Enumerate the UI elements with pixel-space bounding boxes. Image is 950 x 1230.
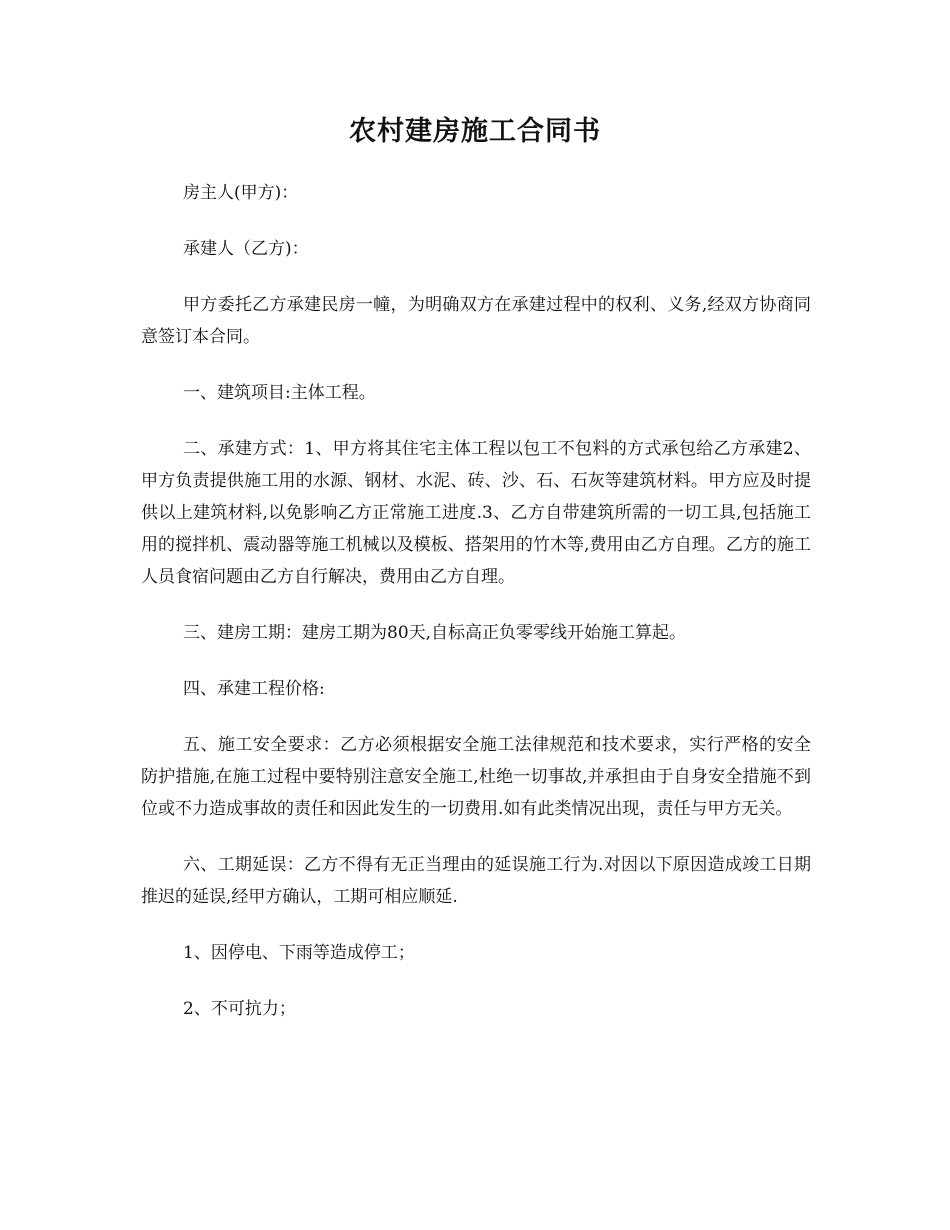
delay-item-1: 1、因停电、下雨等造成停工； <box>183 943 415 963</box>
delay-item-2: 2、不可抗力； <box>183 999 296 1019</box>
clause-4-price: 四、承建工程价格: <box>183 679 325 699</box>
clause-2-method: 二、承建方式：1、甲方将其住宅主体工程以包工不包料的方式承包给乙方承建2、甲方负责提供施工用的水源、钢材、水泥、砖、沙、石、石灰等建筑材料。甲方应及时提供以上建筑材料,以免影响乙方正常施工进度.3、乙方自带建筑所需的一切工具,包括施工用的搅拌机、震动器等施工机械以及模板、搭架用的竹木等,费用由乙方自理。乙方的施工人员食宿问题由乙方自行解决，费用由乙方自理。 <box>141 439 811 587</box>
document-title: 农村建房施工合同书 <box>349 116 601 147</box>
intro-paragraph: 甲方委托乙方承建民房一幢，为明确双方在承建过程中的权利、义务,经双方协商同意签订本合同。 <box>141 295 811 347</box>
clause-5-safety: 五、施工安全要求：乙方必须根据安全施工法律规范和技术要求，实行严格的安全防护措施,在施工过程中要特别注意安全施工,杜绝一切事故,并承担由于自身安全措施不到位或不力造成事故的责任和因此发生的一切费用.如有此类情况出现，责任与甲方无关。 <box>141 735 811 819</box>
party-b-line: 承建人（乙方)： <box>183 239 309 259</box>
clause-6-delay: 六、工期延误：乙方不得有无正当理由的延误施工行为.对因以下原因造成竣工日期推迟的延误,经甲方确认，工期可相应顺延. <box>141 855 811 907</box>
party-a-line: 房主人(甲方)： <box>183 183 299 203</box>
clause-1-project: 一、建筑项目:主体工程。 <box>183 383 376 403</box>
document-body <box>141 177 811 1049</box>
clause-3-duration: 三、建房工期：建房工期为80天,自标高正负零零线开始施工算起。 <box>183 623 687 643</box>
